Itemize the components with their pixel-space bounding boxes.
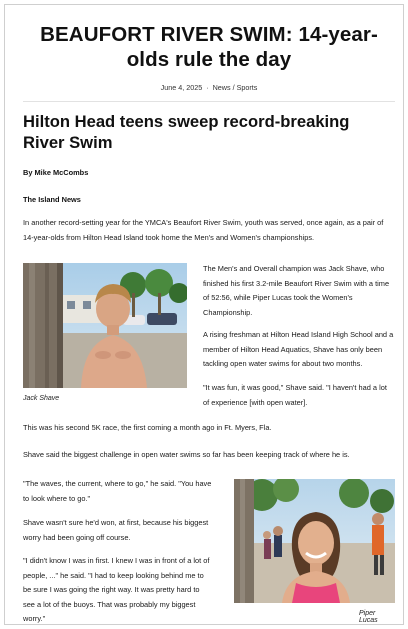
publish-date: June 4, 2025 [160,83,203,92]
paragraph-challenge: Shave said the biggest challenge in open water swims so far has been keeping track of where he is. [23,450,350,459]
byline: By Mike McCombs [23,168,89,177]
divider [23,101,395,102]
section-link[interactable]: News / Sports [212,83,258,92]
article-headline: Hilton Head teens sweep record-breaking River Swim [23,112,350,152]
photo-caption-jack: Jack Shave [23,395,60,402]
dateline: June 4, 2025 · News / Sports [160,83,258,92]
paragraph-not-sure: Shave wasn't sure he'd won, at first, because his biggest worry had been going off course. [23,518,209,542]
paragraph-quote-waves: "The waves, the current, where to go," he said. "You have to look where to go." [23,479,212,503]
photo-piper-lucas[interactable] [234,479,395,603]
paragraph-intro: In another record-setting year for the YMCA's Beaufort River Swim, youth was served, once again, as a pair of 14-year-olds from Hilton Head Island took home the Men's and Women's championships. [23,218,384,242]
photo-girl-smiling-icon [234,479,395,603]
paragraph-quote-first: "I didn't know I was in first. I knew I was in front of a lot of people, ..." he said. "I had to keep looking behind me to be sure I was going the right way. It was pretty hard to see a lot of the buoys. That was probably my biggest worry." [23,556,210,623]
paragraph-freshman: A rising freshman at Hilton Head Island High School and a member of Hilton Head Aquatics, Shave has only been tackling open water swims for about two months. [203,330,394,368]
photo-boy-shirtless-icon [23,263,187,388]
paragraph-champion: The Men's and Overall champion was Jack Shave, who finished his first 3.2-mile Beaufort River Swim with a time of 52:56, while Piper Lucas took the Women's Championship. [203,264,390,317]
page-title: BEAUFORT RIVER SWIM: 14-year-olds rule the day [40,23,378,71]
article-page-frame [4,4,404,625]
source-name: The Island News [23,195,81,204]
paragraph-second-race: This was his second 5K race, the first coming a month ago in Ft. Myers, Fla. [23,423,272,432]
photo-caption-piper: Piper Lucas [359,610,378,624]
paragraph-quote-fun: "It was fun, it was good," Shave said. "I haven't had a lot of experience [with open water]. [203,383,387,407]
photo-jack-shave[interactable] [23,263,187,388]
